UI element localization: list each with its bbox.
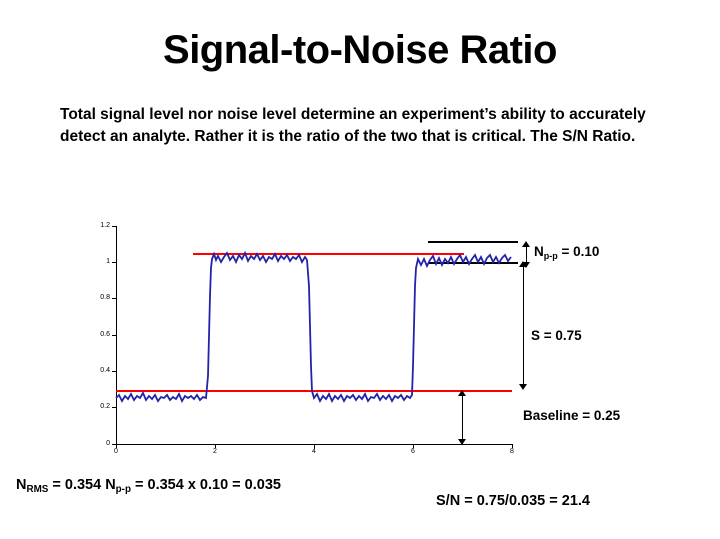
snr-result: S/N = 0.75/0.035 = 21.4: [436, 493, 590, 509]
nrms-prefix: N: [16, 477, 27, 493]
x-tick-label: 2: [213, 448, 217, 455]
y-tick-label: 0.8: [100, 294, 110, 301]
y-tick-label: 0.2: [100, 403, 110, 410]
signal-arrow-shaft: [523, 266, 524, 385]
nrms-mid: = 0.354 N: [48, 477, 116, 493]
nrms-suffix: = 0.354 x 0.10 = 0.035: [130, 477, 281, 493]
signal-label: S = 0.75: [531, 328, 582, 343]
page-title: Signal-to-Noise Ratio: [163, 28, 557, 72]
y-tick-label: 1: [106, 258, 110, 265]
npp-label-subscript: p-p: [543, 251, 558, 261]
y-tick-label: 0.4: [100, 367, 110, 374]
x-tick-label: 4: [312, 448, 316, 455]
body-paragraph: Total signal level nor noise level determine an experiment’s ability to accurately detect an analyte. Rather it is the ratio of the two that is critical. The S/N Ratio.: [60, 106, 646, 146]
y-tick-label: 0: [106, 440, 110, 447]
baseline-arrow-shaft: [462, 395, 463, 440]
y-tick-label: 0.6: [100, 331, 110, 338]
npp-subscript-footer: p-p: [115, 484, 131, 495]
nrms-subscript: RMS: [26, 484, 49, 495]
snr-chart: [88, 218, 518, 458]
x-tick-label: 0: [114, 448, 118, 455]
npp-label: [534, 244, 599, 259]
baseline-label: Baseline = 0.25: [523, 408, 621, 423]
npp-label-suffix: = 0.10: [557, 244, 600, 259]
npp-arrow-shaft: [526, 246, 527, 262]
baseline-arrow-head-down: [458, 439, 466, 445]
x-tick-label: 6: [411, 448, 415, 455]
signal-trace: [116, 226, 512, 444]
y-tick-label: 1.2: [100, 222, 110, 229]
x-tick-label: 8: [510, 448, 514, 455]
signal-arrow-head-down: [519, 384, 527, 390]
npp-label-prefix: N: [534, 244, 544, 259]
nrms-formula: [16, 477, 281, 493]
